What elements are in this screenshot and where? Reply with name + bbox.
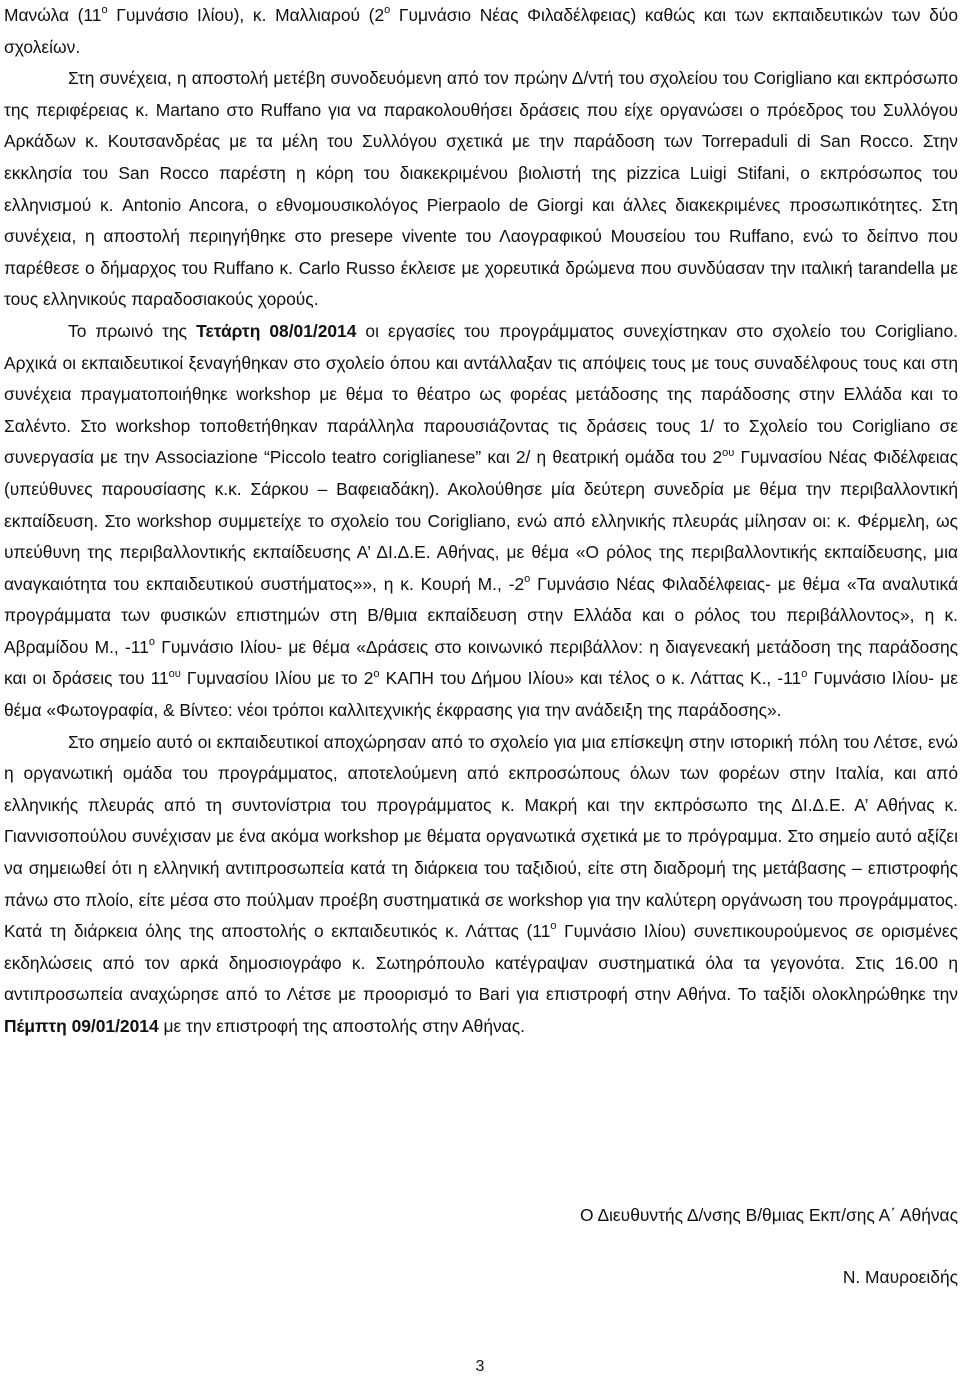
page-number: 3 bbox=[475, 1358, 485, 1375]
text-segment: Γυμνάσιο Ιλίου), κ. Μαλλιαρού (2 bbox=[107, 5, 385, 25]
text-segment: με την επιστροφή της αποστολής στην Αθήνας. bbox=[158, 1016, 525, 1036]
signature-name: Ν. Μαυροειδής bbox=[842, 1267, 958, 1287]
paragraph-p1 bbox=[4, 0, 958, 63]
text-segment: Γυμνασίου Ιλίου με το 2 bbox=[180, 668, 374, 689]
text-segment: Στη συνέχεια, η αποστολή μετέβη συνοδευόμενη από τον πρώην Δ/ντή του σχολείου του Corigliano και εκπρόσωπο της περιφέρειας κ. Martano στο Ruffano για να παρακολουθήσει δράσεις που είχε οργανώσει ο πρόεδρος του Συλλόγου Αρκάδων κ. Κουτσανδρέας με τα μέλη του Συλλόγου σχετικά με την παράδοση των Torrepaduli di San Rocco. Στην εκκλησία του San Rocco παρέστη η κόρη του διακεκριμένου βιολιστή της pizzica Luigi Stifani, ο εκπρόσωπος του ελληνισμού κ. Antonio Ancora, ο εθνομουσικολόγος Pierpaolo de Giorgi και άλλες διακεκριμένες προσωπικότητες. Στη συνέχεια, η αποστολή περιηγήθηκε στο presepe vivente του Λαογραφικού Μουσείου του Ruffano, ενώ το δείπνο που παρέθεσε ο δήμαρχος του Ruffano κ. Carlo Russo έκλεισε με χορευτικά δρώμενα που συνδύασαν την ιταλική tarandella με τους ελληνικούς παραδοσιακούς χορούς. bbox=[4, 68, 958, 310]
text-segment: Γυμνάσιο Νέας Φιλαδέλφειας- με θέμα «Τα αναλυτικά προγράμματα των φυσικών επιστημών στη Β/θμια εκπαίδευση στην Ελλάδα και ο ρόλος του περιβάλλοντος», η κ. Αβραμίδου Μ., -11 bbox=[4, 573, 958, 657]
superscript-ordinal: ο bbox=[801, 667, 808, 680]
text-segment: Μανώλα (11 bbox=[4, 5, 102, 25]
paragraph-p4 bbox=[4, 727, 958, 1043]
superscript-ordinal: ο bbox=[524, 572, 531, 585]
text-segment: Γυμνάσιο Ιλίου) συνεπικουρούμενος σε ορισμένες εκδηλώσεις από τον αρκά δημοσιογράφο κ. Σωτηρόπουλο κατέγραψαν συστηματικά όλα τα γεγονότα. Στις 16.00 η αντιπροσωπεία αναχώρησε από το Λέτσε με προορισμό το Bari για επιστροφή στην Αθήνα. Το ταξίδι ολοκληρώθηκε την bbox=[4, 921, 959, 1005]
bold-date: Τετάρτη 08/01/2014 bbox=[196, 320, 357, 341]
superscript-ordinal: ο bbox=[384, 4, 391, 17]
bold-date: Πέμπτη 09/01/2014 bbox=[4, 1016, 159, 1036]
paragraph-p3 bbox=[4, 316, 958, 727]
text-segment: Γυμνάσιο Ιλίου- με θέμα «Φωτογραφία, & Βίντεο: νέοι τρόποι καλλιτεχνικής έκφρασης για την ανάδειξη της παράδοσης». bbox=[4, 668, 958, 721]
document-body bbox=[4, 0, 958, 1043]
superscript-ordinal: ο bbox=[373, 667, 380, 680]
text-segment: Γυμνάσιο Νέας Φιλαδέλφειας) καθώς και των εκπαιδευτικών των δύο σχολείων. bbox=[4, 5, 958, 57]
text-segment: Γυμνάσιο Ιλίου- με θέμα «Δράσεις στο κοινωνικό περιβάλλον: η διαγενεακή μετάδοση της παράδοσης και οι δράσεις του 11 bbox=[4, 636, 959, 689]
document-page bbox=[4, 0, 958, 1043]
signature-role: Ο Διευθυντής Δ/νσης Β/θμιας Εκπ/σης Α΄ Αθήνας bbox=[580, 1205, 958, 1225]
superscript-ordinal: ο bbox=[101, 4, 108, 17]
superscript-ordinal: ου bbox=[168, 667, 181, 680]
text-segment: Το πρωινό της bbox=[68, 320, 197, 341]
superscript-ordinal: ο bbox=[148, 636, 155, 649]
superscript-ordinal: ο bbox=[550, 920, 557, 933]
text-segment: Γυμνασίου Νέας Φιδέλφειας (υπεύθυνες παρουσίασης κ.κ. Σάρκου – Βαφειαδάκη). Ακολούθησε μία δεύτερη συνεδρία με θέμα την περιβαλλοντική εκπαίδευση. Στο workshop συμμετείχε το σχολείο του Corigliano, ενώ από ελληνικής πλευράς μίλησαν οι: κ. Φέρμελη, ως υπεύθυνη της περιβαλλοντικής εκπαίδευσης Α’ ΔΙ.Δ.Ε. Αθήνας, με θέμα «Ο ρόλος της περιβαλλοντικής εκπαίδευσης, μια αναγκαιότητα του εκπαιδευτικού συστήματος»», η κ. Κουρή Μ., -2 bbox=[4, 447, 958, 594]
text-segment: Στο σημείο αυτό οι εκπαιδευτικοί αποχώρησαν από το σχολείο για μια επίσκεψη στην ιστορική πόλη του Λέτσε, ενώ η οργανωτική ομάδα του προγράμματος, αποτελούμενη από εκπροσώπους όλων των φορέων στην Ιταλία, και από ελληνικής πλευράς από τη συντονίστρια του προγράμματος κ. Μακρή και την εκπρόσωπο της ΔΙ.Δ.Ε. Α’ Αθήνας κ. Γιαννισοπούλου συνέχισαν με ένα ακόμα workshop με θέματα οργανωτικά σχετικά με το πρόγραμμα. Στο σημείο αυτό αξίζει να σημειωθεί ότι η ελληνική αντιπροσωπεία κατά τη διάρκεια του ταξιδιού, είτε στη διαδρομή της μετάβασης – επιστροφής πάνω στο πλοίο, είτε μέσα στο πούλμαν προέβη συστηματικά σε workshop για την καλύτερη οργάνωση του προγράμματος. Κατά τη διάρκεια όλης της αποστολής ο εκπαιδευτικός κ. Λάττας (11 bbox=[4, 731, 958, 942]
paragraph-p2 bbox=[4, 63, 958, 316]
text-segment: ΚΑΠΗ του Δήμου Ιλίου» και τέλος ο κ. Λάττας Κ., -11 bbox=[379, 668, 802, 689]
superscript-ordinal: ου bbox=[722, 446, 735, 459]
text-segment: οι εργασίες του προγράμματος συνεχίστηκαν στο σχολείο του Corigliano. Αρχικά οι εκπαιδευτικοί ξεναγήθηκαν στο σχολείο όπου και αντάλλαξαν τις απόψεις τους με τους συναδέλφους τους και στη συνέχεια πραγματοποιήθηκε workshop με θέμα το θέατρο ως φορέας μετάδοσης της παράδοσης στην Ελλάδα και το Σαλέντο. Στο workshop τοποθετήθηκαν παράλληλα παρουσιάζοντας τις δράσεις τους 1/ το Σχολείο του Corigliano σε συνεργασία με την Associazione “Piccolo teatro coriglianese” και 2/ η θεατρική ομάδα του 2 bbox=[4, 320, 958, 468]
